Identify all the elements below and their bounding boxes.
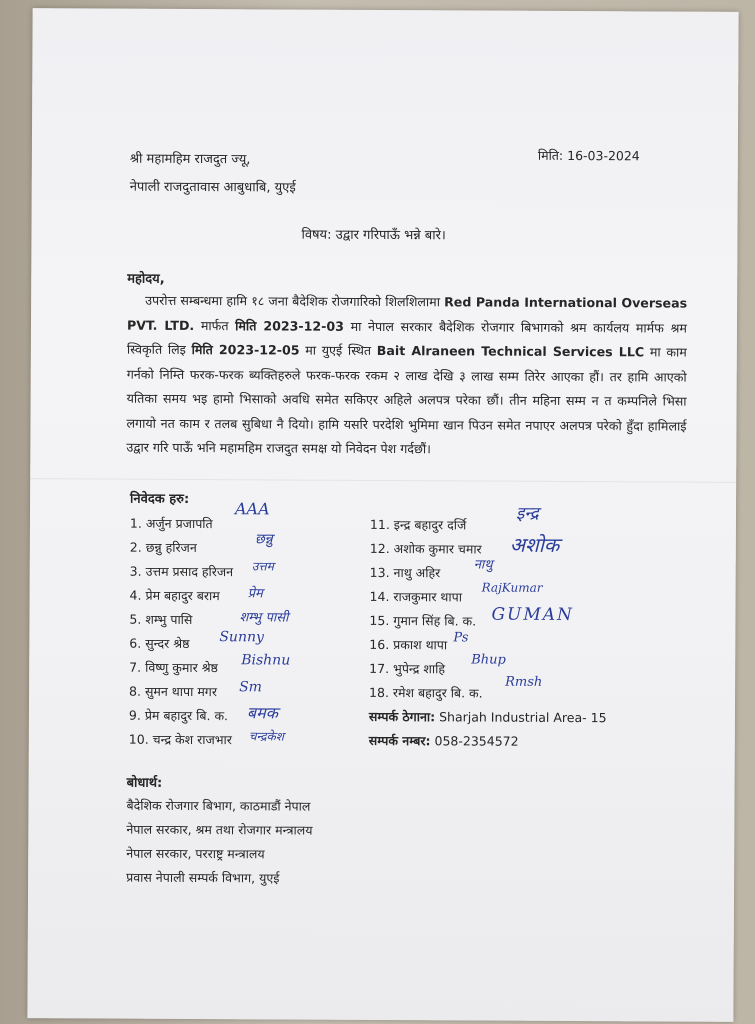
- body-text-3: मा नेपाल सरकार बैदेशिक रोजगार बिभागको श्रम कार्यलय मार्मफ श्रम स्विकृति लिइ: [126, 318, 688, 357]
- signature-17: Bhup: [471, 652, 506, 668]
- applicant-16: 16. प्रकाश थापा: [369, 636, 448, 653]
- applicant-2: 2. छन्नु हरिजन: [129, 539, 197, 556]
- cc-heading: बोधार्थ:: [126, 775, 163, 791]
- signature-9: बमक: [246, 703, 279, 723]
- letter-date: मिति: 16-03-2024: [537, 147, 640, 164]
- applicant-15: 15. गुमान सिंह बि. क.: [369, 612, 477, 629]
- applicant-4: 4. प्रेम बहादुर बराम: [129, 587, 220, 604]
- letter-salutation: महोदय,: [127, 271, 165, 287]
- signature-14: RajKumar: [481, 580, 543, 595]
- applicant-17: 17. भुपेन्द्र शाहि: [369, 660, 446, 677]
- agency-name: Red Panda International Overseas PVT. LTD.: [126, 294, 688, 333]
- paper-fold-line: [30, 478, 736, 483]
- signature-18: Rmsh: [505, 674, 543, 690]
- signature-16: Ps: [453, 630, 469, 646]
- applicant-7: 7. विष्णु कुमार श्रेष्ठ: [129, 659, 218, 676]
- contact-number: [369, 732, 519, 750]
- body-date-1: मिति 2023-12-03: [235, 317, 345, 334]
- signature-3: उत्तम: [251, 559, 274, 574]
- signature-6: Sunny: [219, 629, 264, 646]
- contact-number-label: सम्पर्क नम्बर:: [368, 732, 431, 749]
- signature-12: अशोक: [509, 532, 560, 557]
- applicant-12: 12. अशोक कुमार चमार: [369, 540, 482, 557]
- recipient-line-1: श्री महामहिम राजदुत ज्यू,: [129, 151, 251, 168]
- signature-1: AAA: [234, 499, 270, 519]
- applicant-1: 1. अर्जुन प्रजापति: [129, 515, 213, 532]
- contact-address-label: सम्पर्क ठेगाना:: [368, 708, 436, 725]
- signature-10: चन्द्रकेश: [248, 729, 284, 744]
- contact-address: [369, 708, 607, 726]
- applicant-18: 18. रमेश बहादुर बि. क.: [369, 684, 483, 701]
- letter-paper: [27, 8, 738, 1022]
- applicant-3: 3. उत्तम प्रसाद हरिजन: [129, 563, 234, 580]
- letter-body: [126, 289, 687, 463]
- applicant-9: 9. प्रेम बहादुर बि. क.: [128, 707, 229, 724]
- applicant-8: 8. सुमन थापा मगर: [129, 683, 218, 700]
- applicants-heading: निवेदक हरु:: [130, 491, 190, 507]
- body-text-5: मा काम गर्नको निम्ति फरक-फरक ब्यक्तिहरुले फरक-फरक रकम २ लाख देखि ३ लाख सम्म तिरेर आएका हौं। तर हामि आएको यतिका समय भइ हामो भिसाको अवधि समेत सकिएर अहिले अलपत्र परेका छौं। तीन महिना सम्म न त कम्पनिले भिसा लगायो नत काम र तलब सुबिधा नै दियो। हामि यसरि परदेशि भुमिमा खान पिउन समेत नपाएर अलपत्र परेको हुँदा हामिलाई उद्वार गरि पाऊँ भनि महामहिम राजदुत समक्ष यो निवेदन पेश गर्दछौं।: [126, 344, 687, 457]
- contact-address-value: Sharjah Industrial Area- 15: [435, 709, 607, 726]
- applicant-10: 10. चन्द्र केश राजभार: [128, 731, 232, 748]
- applicant-13: 13. नाथु अहिर: [369, 564, 441, 581]
- body-text-2: मार्फत: [194, 317, 236, 333]
- signature-2: छन्नु: [254, 531, 273, 548]
- body-text-1: उपरोत्त सम्बन्धमा हामि १८ जना बैदेशिक रोजगारिको शिलशिलामा: [145, 292, 445, 310]
- cc-item-4: प्रवास नेपाली सम्पर्क विभाग, युएई: [126, 869, 280, 886]
- contact-number-value: 058-2354572: [430, 733, 519, 749]
- signature-13: नाथु: [473, 557, 493, 573]
- applicant-6: 6. सुन्दर श्रेष्ठ: [129, 635, 190, 651]
- signature-4: प्रेम: [247, 586, 263, 602]
- cc-item-2: नेपाल सरकार, श्रम तथा रोजगार मन्त्रालय: [126, 821, 313, 838]
- body-text-4: मा युएई स्थित: [299, 342, 377, 358]
- applicant-11: 11. इन्द्र बहादुर दर्जि: [369, 516, 467, 533]
- signature-5: शम्भु पासी: [239, 610, 289, 626]
- company-name: Bait Alraneen Technical Services LLC: [376, 342, 645, 360]
- applicant-5: 5. शम्भु पासि: [129, 611, 193, 628]
- cc-item-3: नेपाल सरकार, परराष्ट्र मन्त्रालय: [126, 845, 265, 862]
- signature-8: Sm: [239, 679, 263, 696]
- letter-subject: विषय: उद्वार गरिपाऊँ भन्ने बारे।: [301, 227, 446, 244]
- applicant-14: 14. राजकुमार थापा: [369, 588, 463, 605]
- cc-item-1: बैदेशिक रोजगार बिभाग, काठमाडौं नेपाल: [126, 797, 311, 814]
- recipient-line-2: नेपाली राजदुतावास आबुधाबि, युएई: [129, 179, 296, 196]
- signature-15: GUMAN: [491, 604, 575, 626]
- signature-11: इन्द्र: [515, 503, 539, 524]
- signature-7: Bishnu: [241, 652, 291, 669]
- body-date-2: मिति 2023-12-05: [191, 341, 300, 358]
